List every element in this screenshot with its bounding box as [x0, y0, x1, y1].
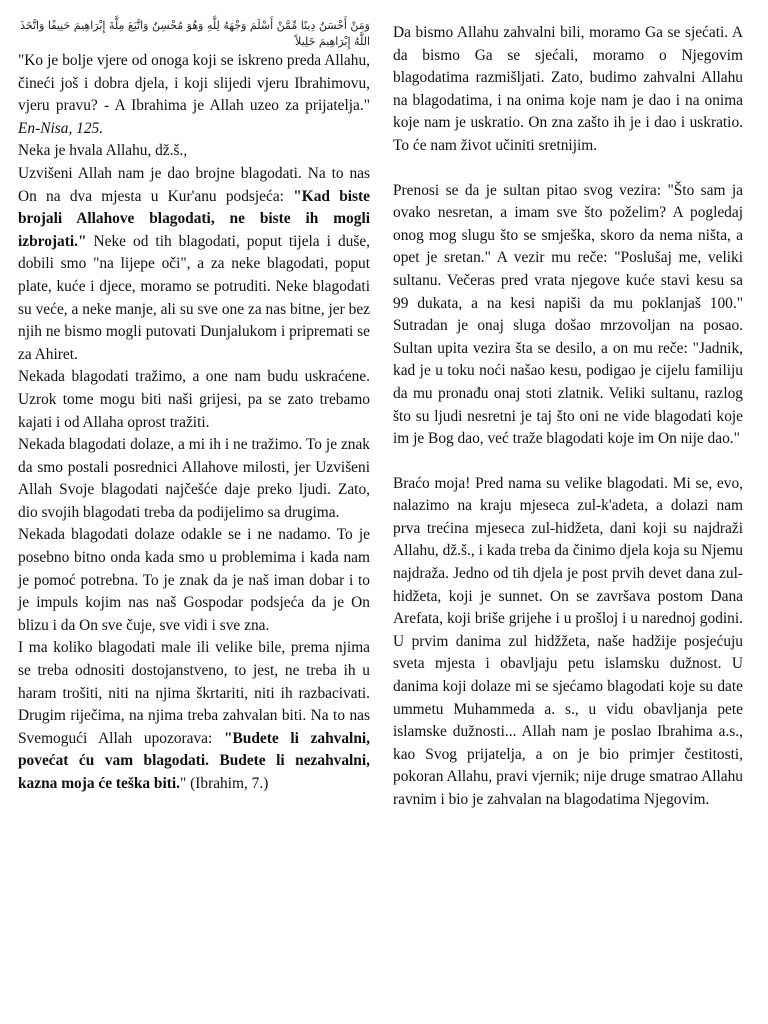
paragraph-sultan-story: Prenosi se da je sultan pitao svog vezira: "Što sam ja ovako nesretan, a imam sve što poželim? A pogledaj onog mog slugu što se smješka, skoro da nema ništa, a opet je sretan." A vezir mu reče: "Poslušaj me, veliki sultanu. Večeras pred vrata njegove kuće stavi kesu sa 99 dukata, a na kesi napiši da mu poklanjaš 100." Sutradan je onaj sluga došao mrzovoljan na posao. Sultan upita vezira šta se desilo, a on mu reče: "Jadnik, kad je u toku noći našao kesu, podigao je cijelu familiju da mu pronađu onaj stoti zlatnik. Veliki sultanu, razlog što su ljudi nesretni je taj što oni ne vide blagodati koje im je Bog dao, već traže blagodati koje im On nije dao." [393, 181, 743, 448]
verse-translation [18, 50, 370, 140]
praise-line: Neka je hvala Allahu, dž.š., [18, 142, 188, 160]
left-column [18, 18, 370, 796]
paragraph-blessings-intro: Uzvišeni Allah nam je dao brojne blagodati. Na to nas On na dva mjesta u Kur'anu podsjeća: [18, 164, 370, 205]
paragraph-unexpected: Nekada blagodati dolaze odakle se i ne nadamo. To je posebno bitno onda kada smo u problemima i kada nam je pomoć potrebna. To je znak da je naš iman dobar i to je impuls kojim nas naš Gospodar podsjeća da je On blizu i da On sve čuje, sve vidi i sve zna. [18, 526, 370, 634]
quran-quote-count: "Kad biste brojali Allahove blagodati, ne biste ih mogli izbrojati." [18, 187, 370, 250]
verse-source: En-Nisa, 125. [18, 119, 104, 137]
paragraph-brothers: Braćo moja! Pred nama su velike blagodati. Mi se, evo, nalazimo na kraju mjeseca zul-k'adeta, a dolazi nam prva trećina mjeseca zul-hidžeta, dani koji su najdraži Allahu, dž.š., i kada treba da činimo djela koja su Njemu najdraža. Jedno od tih djela je post prvih devet dana zul-hidžeta, koji je sunnet. On se završava postom Dana Arefata, koji briše grijehe i u prošloj i u narednoj godini. U prvim danima zul hidžžeta, naše hadžije posjećuju sveta mjesta i obavljaju petu islamsku dužnost. U danima koji dolaze mi se sjećamo blagodati koje su date ummetu Muhammeda a. s., u vidu obavljanja pete islamske dužnosti... Allah nam je poslao Ibrahima a.s., kao Svog prijatelja, a on je bio primjer čestitosti, pokoran Allahu, pravi vjernik; nije druge smatrao Allahu ravnim i bio je zahvalan na blagodatima Njegovim. [393, 474, 743, 808]
quran-quote-source: " (Ibrahim, 7.) [180, 775, 269, 792]
paragraph-gratitude-body: I ma koliko blagodati male ili velike bile, prema njima se treba odnositi dostojanstveno, to jest, ne treba ih u haram trošiti, niti na njima škrtariti, niti ih razbacivati. Drugim riječima, na njima treba zahvalan biti. Na to nas Svemogući Allah upozorava: [18, 639, 370, 747]
paragraph-gratitude [18, 637, 370, 795]
quran-quote-gratitude: "Budete li zahvalni, povećat ću vam blagodati. Budete li nezahvalni, kazna moja će teška biti. [18, 729, 370, 792]
paragraph-blessings-body: Neke od tih blagodati, poput tijela i duše, dobili smo "na lijepe oči", a za neke blagodati, poput plate, kuće i djece, moramo se potruditi. Neke blagodati su veće, a neke manje, ali su sve one za nas bitne, jer bez njih ne bismo mogli putovati Dunjalukom i pripremati se za Ahiret. [18, 232, 370, 363]
right-column [393, 22, 743, 812]
paragraph-blessings [18, 163, 370, 366]
paragraph-unasked: Nekada blagodati dolaze, a mi ih i ne tražimo. To je znak da smo postali posrednici Allahove milosti, jer Uzvišeni Allah Svoje blagodati najčešće daje preko ljudi. Zato, dio svojih blagodati treba da podijelimo sa drugima. [18, 436, 370, 521]
paragraph-denied: Nekada blagodati tražimo, a one nam budu uskraćene. Uzrok tome mogu biti naši grijesi, pa se zato trebamo kajati i od Allaha oprost tražiti. [18, 368, 370, 431]
arabic-verse: وَمَنْ أَحْسَنُ دِينًا مِّمَّنْ أَسْلَمَ وَجْهَهُ لِلَّهِ وَهُوَ مُحْسِنٌ وَاتَّبَعَ مِلَّةَ إِبْرَاهِيمَ حَنِيفًا وَاتَّخَذَ اللَّهُ إِبْرَاهِيمَ خَلِيلاً [20, 19, 370, 48]
paragraph-remembrance: Da bismo Allahu zahvalni bili, moramo Ga se sjećati. A da bismo Ga se sjećali, moramo o Njegovim blagodatima razmišljati. Zato, budimo zahvalni Allahu na blagodatima, i na onima koje nam je dao i na onima koje nam je uskratio. On zna zašto ih je i dao i uskratio. To će nam život učiniti sretnijim. [393, 24, 743, 154]
verse-translation-text: "Ko je bolje vjere od onoga koji se iskreno preda Allahu, čineći još i dobra djela, i koji slijedi vjeru Ibrahimovu, vjeru pravu? - A Ibrahima je Allah uzeo za prijatelja." [18, 52, 370, 115]
